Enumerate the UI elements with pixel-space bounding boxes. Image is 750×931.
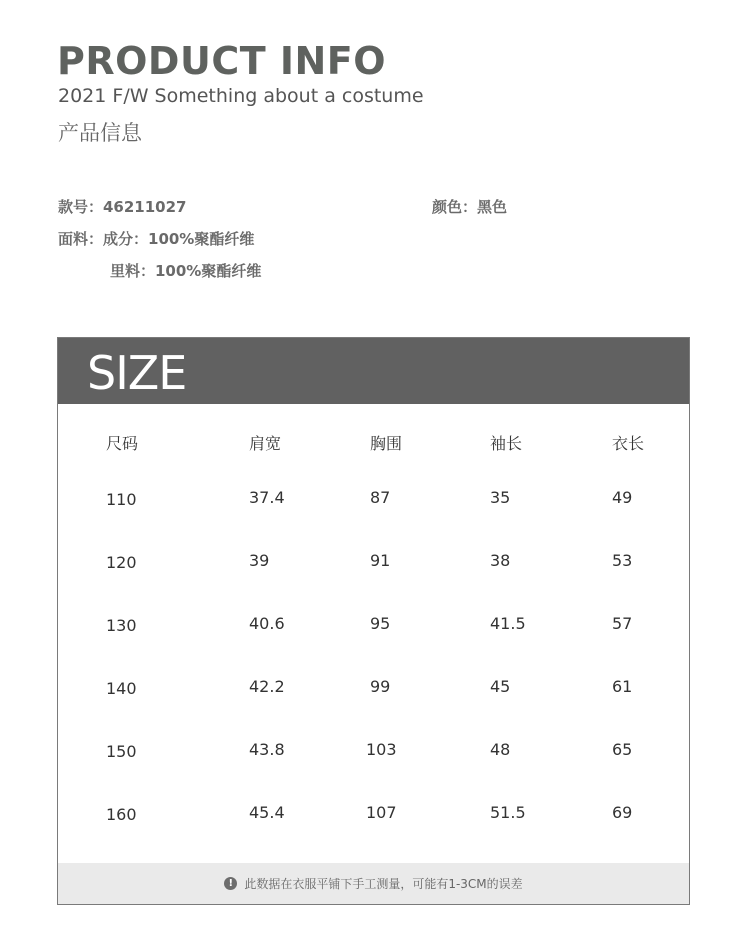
table-cell-size: 110 [106,490,137,509]
table-cell: 40.6 [249,614,285,633]
style-number: 款号：46211027 [58,198,187,216]
lining-info: 里料：100%聚酯纤维 [110,262,262,280]
table-cell: 53 [612,551,633,570]
table-cell: 95 [370,614,391,633]
table-cell: 61 [612,677,633,696]
table-cell-size: 130 [106,616,137,635]
column-header: 胸围 [370,434,403,453]
fabric-info: 面料：成分：100%聚酯纤维 [58,230,255,248]
table-cell: 49 [612,488,633,507]
table-cell-size: 120 [106,553,137,572]
table-cell-size: 140 [106,679,137,698]
exclamation-icon: ! [224,877,237,890]
table-cell: 42.2 [249,677,285,696]
column-header: 尺码 [106,434,139,453]
size-chart [57,337,690,905]
table-cell: 35 [490,488,511,507]
page-subtitle: 2021 F/W Something about a costume [58,85,424,107]
size-header [58,338,689,404]
column-header: 衣长 [612,434,645,453]
table-cell: 41.5 [490,614,526,633]
color-info: 颜色：黑色 [432,198,508,216]
table-cell: 37.4 [249,488,285,507]
table-cell: 48 [490,740,511,759]
table-cell: 45 [490,677,511,696]
column-header: 袖长 [490,434,523,453]
note-text: 此数据在衣服平铺下手工测量，可能有1-3CM的误差 [244,876,523,891]
table-cell: 38 [490,551,511,570]
measurement-note [58,863,689,904]
table-cell: 99 [370,677,391,696]
table-cell: 57 [612,614,633,633]
table-cell: 51.5 [490,803,526,822]
table-cell: 107 [366,803,397,822]
table-cell: 45.4 [249,803,285,822]
table-cell: 91 [370,551,391,570]
table-cell: 65 [612,740,633,759]
size-title: SIZE [87,346,187,400]
column-header: 肩宽 [249,434,282,453]
table-cell: 103 [366,740,397,759]
table-cell-size: 150 [106,742,137,761]
table-cell-size: 160 [106,805,137,824]
chinese-title: 产品信息 [58,121,142,145]
page-title: PRODUCT INFO [57,39,387,83]
table-cell: 39 [249,551,270,570]
table-cell: 69 [612,803,633,822]
table-cell: 87 [370,488,391,507]
table-cell: 43.8 [249,740,285,759]
